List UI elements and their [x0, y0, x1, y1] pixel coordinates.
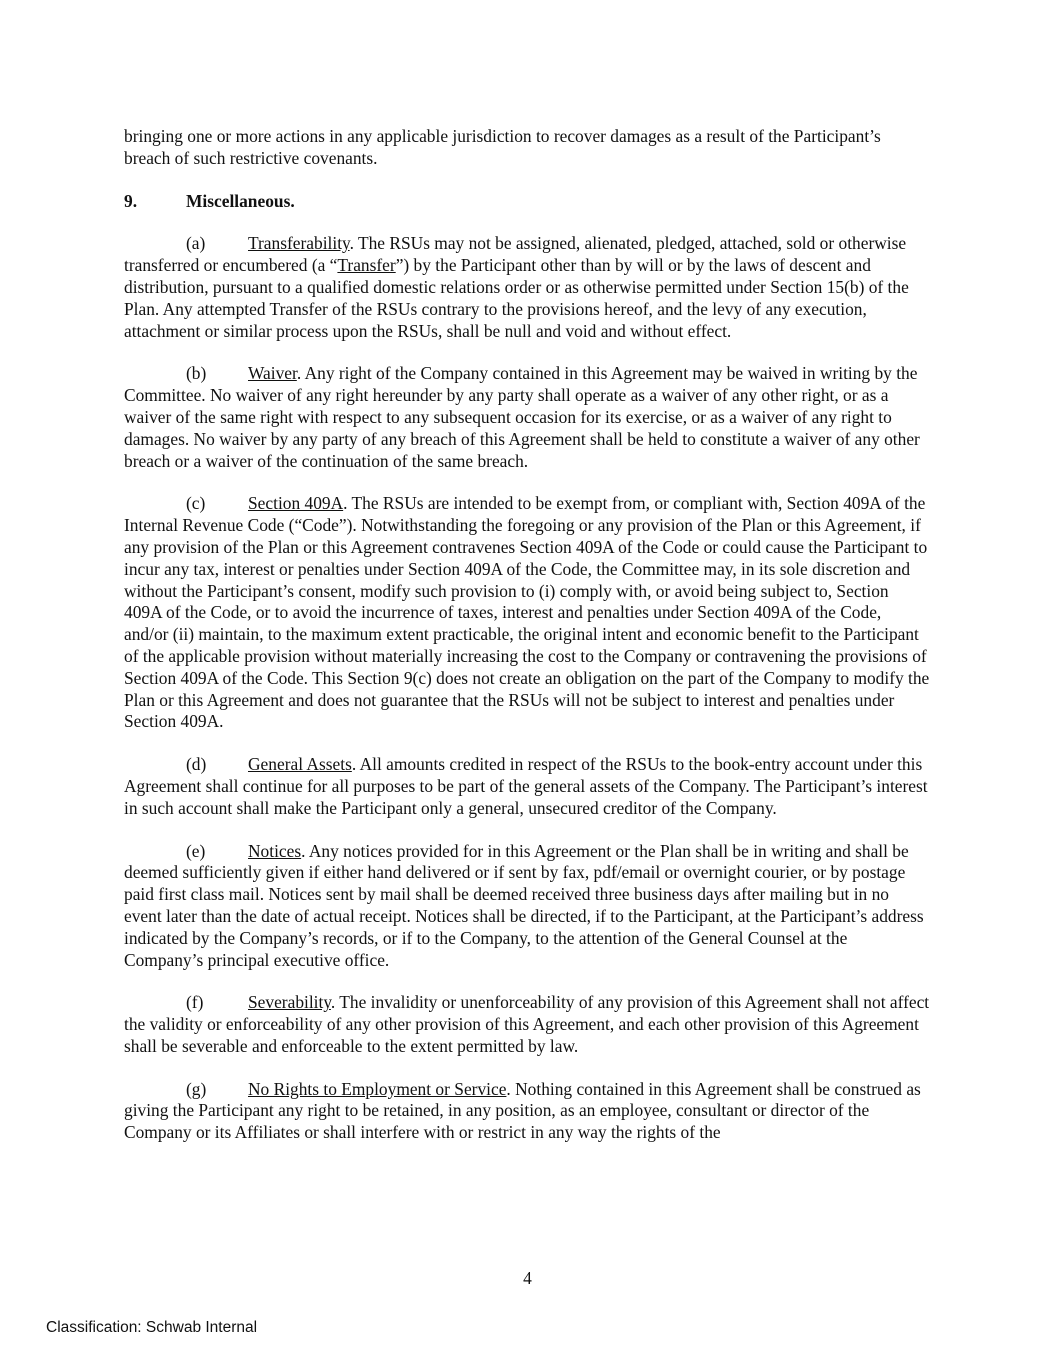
- paragraph-heading: No Rights to Employment or Service: [248, 1078, 507, 1099]
- paragraph-label: (g): [186, 1078, 207, 1099]
- paragraph-b: [124, 363, 930, 472]
- paragraph-d: [124, 754, 930, 819]
- paragraph-heading: Notices: [248, 840, 302, 861]
- paragraph-e: [124, 841, 930, 972]
- paragraph-label: (e): [186, 840, 206, 861]
- page-number: 4: [523, 1268, 532, 1288]
- paragraph-g: [124, 1079, 930, 1144]
- paragraph-heading: Severability: [248, 992, 331, 1013]
- paragraph-text: . Any right of the Company contained in this Agreement may be waived in writing by the Committee. No waiver of any right hereunder by any party shall operate as a waiver of any other right, or as a waiver of the same right with respect to any subsequent occasion for its exercise, or as a waiver of any right to damages. No waiver by any party of any breach of this Agreement shall be held to constitute a waiver of any other breach or a waiver of the continuation of the same breach.: [124, 363, 920, 471]
- paragraph-label: (b): [186, 363, 207, 384]
- document-body: [124, 126, 930, 1165]
- paragraph-text: ”) by the Participant other than by will or by the laws of descent and distribution, pursuant to a qualified domestic relations order or as otherwise permitted under Section 15(b) of the Plan. Any attempted Transfer of the RSUs contrary to the provisions hereof, and the levy of any execution, attachment or similar process upon the RSUs, shall be null and void and without effect.: [124, 255, 909, 341]
- paragraph-label: (d): [186, 754, 207, 775]
- paragraph-text: . The RSUs are intended to be exempt from, or compliant with, Section 409A of the Internal Revenue Code (“Code”). Notwithstanding the foregoing or any provision of the Plan or this Agreement, if any provision of the Plan or this Agreement contravenes Section 409A of the Code or could cause the Participant to incur any tax, interest or penalties under Section 409A of the Code, the Committee may, in its sole discretion and without the Participant’s consent, modify such provision to (i) comply with, or avoid being subject to, Section 409A of the Code, or to avoid the incurrence of taxes, interest and penalties under Section 409A of the Code, and/or (ii) maintain, to the maximum extent practicable, the original intent and economic benefit to the Participant of the applicable provision without materially increasing the cost to the Company or contravening the provisions of Section 409A of the Code. This Section 9(c) does not create an obligation on the part of the Company to modify the Plan or this Agreement and does not guarantee that the RSUs will not be subject to interest and penalties under Section 409A.: [124, 493, 930, 732]
- paragraph-label: (a): [186, 233, 206, 254]
- paragraph-heading: General Assets: [248, 754, 352, 775]
- paragraph-c: [124, 493, 930, 733]
- section-title: Miscellaneous.: [186, 190, 295, 211]
- section-heading: [124, 191, 930, 213]
- section-number: 9.: [124, 190, 138, 211]
- classification-footer: Classification: Schwab Internal: [46, 1319, 258, 1336]
- paragraph-label: (c): [186, 493, 206, 514]
- paragraph-heading: Transferability: [248, 233, 350, 254]
- paragraph-f: [124, 992, 930, 1057]
- lead-paragraph: bringing one or more actions in any applicable jurisdiction to recover damages as a result of the Participant’s breach of such restrictive covenants.: [124, 126, 881, 168]
- paragraph-heading: Section 409A: [248, 493, 344, 514]
- paragraph-text: . All amounts credited in respect of the RSUs to the book-entry account under this Agreement shall continue for all purposes to be part of the general assets of the Company. The Participant’s interest in such account shall make the Participant only a general, unsecured creditor of the Company.: [124, 754, 928, 818]
- paragraph-heading: Waiver: [248, 363, 297, 384]
- paragraph-text: . The invalidity or unenforceability of any provision of this Agreement shall not affect the validity or enforceability of any other provision of this Agreement, and each other provision of this Agreement shall be severable and enforceable to the extent permitted by law.: [124, 992, 930, 1056]
- paragraph-label: (f): [186, 992, 204, 1013]
- defined-term-transfer: Transfer: [337, 255, 396, 276]
- paragraph-text: . The RSUs may not be assigned, alienated, pledged, attached, sold or otherwise transferred or encumbered (a “: [124, 233, 907, 276]
- paragraph-text: . Any notices provided for in this Agreement or the Plan shall be in writing and shall be deemed sufficiently given if either hand delivered or if sent by fax, pdf/email or overnight courier, or by postage paid first class mail. Notices sent by mail shall be deemed received three business days after mailing but in no event later than the date of actual receipt. Notices shall be directed, if to the Participant, at the Participant’s address indicated by the Company’s records, or if to the Company, to the attention of the General Counsel at the Company’s principal executive office.: [124, 840, 924, 970]
- paragraph-a: [124, 233, 930, 342]
- paragraph-text: . Nothing contained in this Agreement shall be construed as giving the Participant any right to be retained, in any position, as an employee, consultant or director of the Company or its Affiliates or shall interfere with or restrict in any way the rights of the: [124, 1078, 921, 1143]
